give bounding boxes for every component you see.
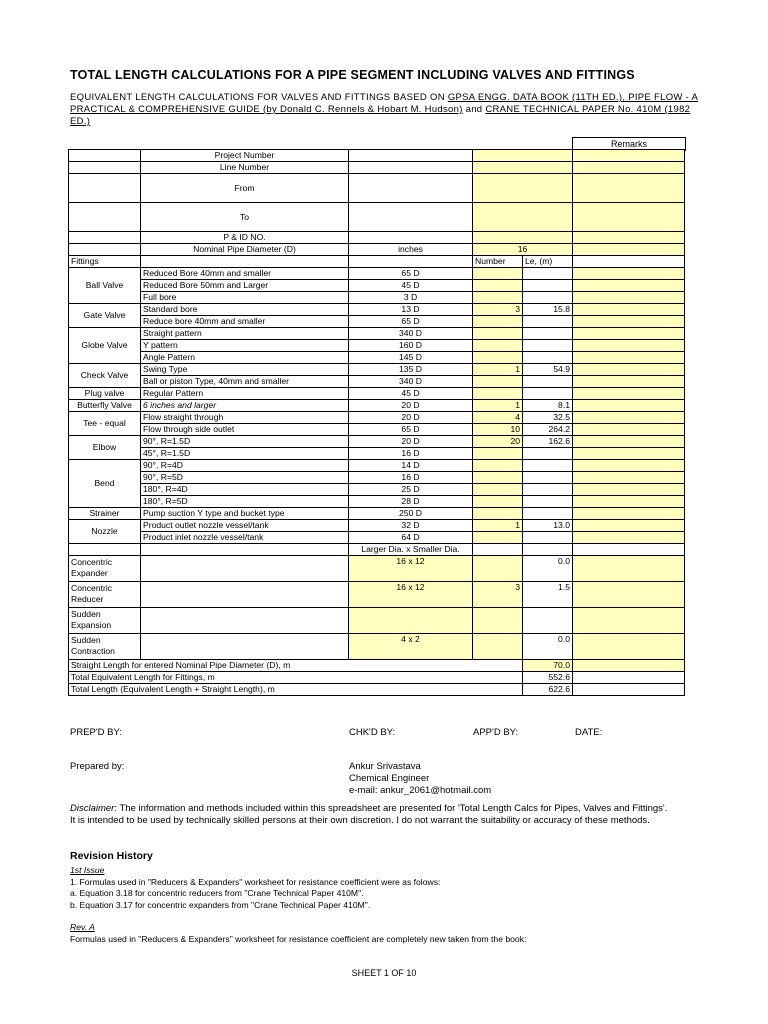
revision-history-title: Revision History: [70, 850, 153, 862]
project-number-label: Project Number: [141, 150, 349, 162]
remarks-cell[interactable]: [573, 520, 685, 532]
fitting-row: [69, 460, 685, 472]
remarks-cell[interactable]: [573, 634, 685, 660]
ld-ratio: 160 D: [349, 340, 473, 352]
remarks-cell[interactable]: [573, 304, 685, 316]
prepd-by-label: PREP'D BY:: [70, 727, 122, 738]
ld-ratio: 25 D: [349, 484, 473, 496]
pid-input[interactable]: [473, 232, 573, 244]
cell: [349, 150, 473, 162]
ld-ratio: 64 D: [349, 532, 473, 544]
reducer-type: [69, 556, 141, 582]
cell: [349, 203, 473, 232]
reducer-size-input[interactable]: 16 x 12: [349, 556, 473, 582]
remarks-cell[interactable]: [573, 280, 685, 292]
fitting-number-input[interactable]: [473, 484, 523, 496]
reducer-size-input[interactable]: [349, 608, 473, 634]
le-header: Le, (m): [523, 256, 573, 268]
ld-ratio: 250 D: [349, 508, 473, 520]
fitting-description: Standard bore: [141, 304, 349, 316]
remarks-cell[interactable]: [573, 424, 685, 436]
fitting-row: [69, 472, 685, 484]
revision-history: [70, 865, 690, 945]
total-value[interactable]: 70.0: [523, 660, 573, 672]
fitting-row: [69, 436, 685, 448]
remarks-cell[interactable]: [573, 352, 685, 364]
reducer-row: [69, 608, 685, 634]
fitting-number-input[interactable]: 1: [473, 400, 523, 412]
fitting-description: Straight pattern: [141, 328, 349, 340]
fitting-row: [69, 448, 685, 460]
equivalent-length: [523, 340, 573, 352]
fitting-number-input[interactable]: [473, 388, 523, 400]
ld-ratio: 65 D: [349, 424, 473, 436]
fitting-number-input[interactable]: 1: [473, 364, 523, 376]
remarks-cell[interactable]: [573, 376, 685, 388]
fitting-description: Swing Type: [141, 364, 349, 376]
to-label: To: [141, 203, 349, 232]
disclaimer-text: : The information and methods included within this spreadsheet are presented for 'Total Length Calcs for Pipes, Valves and Fittings'. It is intended to be used by technically skilled persons at their own discretion. I do not warrant the suitability or accuracy of these methods.: [70, 803, 668, 826]
fitting-row: [69, 496, 685, 508]
reference-gpsa: GPSA ENGG. DATA BOOK (11TH ED.), PIPE FLOW - A PRACTICAL & COMPREHENSIVE GUIDE (by Donald C. Rennels & Hobart M. Hudson): [70, 92, 699, 115]
fitting-description: Product inlet nozzle vessel/tank: [141, 532, 349, 544]
fitting-number-input[interactable]: [473, 508, 523, 520]
diameter-input[interactable]: 16: [473, 244, 573, 256]
equivalent-length: [523, 280, 573, 292]
remarks-cell[interactable]: [573, 203, 685, 232]
project-row: [69, 150, 685, 162]
cell: [141, 582, 349, 608]
group-gate-valve: Gate Valve: [69, 304, 141, 328]
remarks-cell[interactable]: [573, 340, 685, 352]
cell: [141, 556, 349, 582]
remarks-cell[interactable]: [573, 436, 685, 448]
fitting-row: [69, 340, 685, 352]
fitting-row: [69, 280, 685, 292]
fitting-number-input[interactable]: [473, 340, 523, 352]
project-number-input[interactable]: [473, 150, 573, 162]
reducer-number-input[interactable]: [473, 634, 523, 660]
fitting-row: [69, 364, 685, 376]
remarks-cell[interactable]: [573, 232, 685, 244]
total-value: 622.6: [523, 684, 573, 696]
fitting-row: [69, 292, 685, 304]
total-row: [69, 684, 685, 696]
fitting-row: [69, 532, 685, 544]
remarks-cell[interactable]: [573, 292, 685, 304]
cell: [69, 162, 141, 174]
remarks-cell[interactable]: [573, 328, 685, 340]
reducer-row: [69, 582, 685, 608]
reducer-type-line2: Expansion: [71, 620, 112, 630]
fitting-description: Ball or piston Type, 40mm and smaller: [141, 376, 349, 388]
fitting-number-input[interactable]: 3: [473, 304, 523, 316]
cell: [141, 608, 349, 634]
cell: [523, 544, 573, 556]
remarks-cell[interactable]: [573, 532, 685, 544]
disclaimer: [70, 803, 670, 827]
ld-ratio: 135 D: [349, 364, 473, 376]
reducer-type: [69, 634, 141, 660]
remarks-cell[interactable]: [573, 460, 685, 472]
fitting-number-input[interactable]: [473, 472, 523, 484]
group-strainer: Strainer: [69, 508, 141, 520]
group-butterfly-valve: Butterfly Valve: [69, 400, 141, 412]
fitting-description: Pump suction Y type and bucket type: [141, 508, 349, 520]
remarks-cell[interactable]: [573, 174, 685, 203]
remarks-cell[interactable]: [573, 484, 685, 496]
equivalent-length: 54.9: [523, 364, 573, 376]
fitting-number-input[interactable]: [473, 460, 523, 472]
sheet-footer: SHEET 1 OF 10: [351, 968, 417, 978]
ld-ratio: 145 D: [349, 352, 473, 364]
issue1-line: 1. Formulas used in "Reducers & Expanders" worksheet for resistance coefficient were as folows:: [70, 876, 441, 887]
to-row: [69, 203, 685, 232]
fitting-description: 90°, R=4D: [141, 460, 349, 472]
diameter-row: [69, 244, 685, 256]
reducer-type-line1: Concentric: [71, 557, 113, 567]
to-input[interactable]: [473, 203, 573, 232]
fitting-description: 90°, R=5D: [141, 472, 349, 484]
ld-ratio: 3 D: [349, 292, 473, 304]
fitting-row: [69, 484, 685, 496]
remarks-cell[interactable]: [573, 412, 685, 424]
equivalent-length: [523, 460, 573, 472]
equivalent-length: 264.2: [523, 424, 573, 436]
fitting-number-input[interactable]: [473, 448, 523, 460]
equivalent-length: [523, 508, 573, 520]
equivalent-length: 8.1: [523, 400, 573, 412]
fitting-number-input[interactable]: [473, 352, 523, 364]
pid-row: [69, 232, 685, 244]
fitting-description: 180°, R=4D: [141, 484, 349, 496]
remarks-header: Remarks: [572, 137, 686, 151]
cell: [349, 232, 473, 244]
ld-ratio: 20 D: [349, 412, 473, 424]
cell: [349, 256, 473, 268]
remarks-cell[interactable]: [573, 244, 685, 256]
line-number-label: Line Number: [141, 162, 349, 174]
fitting-number-input[interactable]: 10: [473, 424, 523, 436]
fitting-row: [69, 316, 685, 328]
total-value: 552.6: [523, 672, 573, 684]
cell: [349, 162, 473, 174]
fitting-description: Y pattern: [141, 340, 349, 352]
fitting-number-input[interactable]: [473, 316, 523, 328]
cell: [69, 544, 141, 556]
equivalent-length: [523, 376, 573, 388]
group-globe-valve: Globe Valve: [69, 328, 141, 364]
remarks-cell[interactable]: [573, 448, 685, 460]
equivalent-length: 13.0: [523, 520, 573, 532]
page-title: TOTAL LENGTH CALCULATIONS FOR A PIPE SEGMENT INCLUDING VALVES AND FITTINGS: [70, 68, 635, 82]
reva-label: Rev. A: [70, 922, 95, 932]
fitting-number-input[interactable]: [473, 292, 523, 304]
equivalent-length: [523, 388, 573, 400]
fitting-row: [69, 388, 685, 400]
fitting-description: Angle Pattern: [141, 352, 349, 364]
group-bend: Bend: [69, 460, 141, 508]
issue1-line: b. Equation 3.17 for concentric expanders from "Crane Technical Paper 410M".: [70, 899, 371, 910]
reducer-number-input[interactable]: [473, 556, 523, 582]
cell: [69, 150, 141, 162]
equivalent-length: [523, 328, 573, 340]
subtitle: [70, 92, 710, 128]
reducer-type: [69, 582, 141, 608]
fitting-number-input[interactable]: [473, 376, 523, 388]
equivalent-length: [523, 268, 573, 280]
total-label: Total Equivalent Length for Fittings, m: [69, 672, 523, 684]
fitting-description: Reduce bore 40mm and smaller: [141, 316, 349, 328]
equivalent-length: [523, 496, 573, 508]
reducer-equivalent-length: [523, 608, 573, 634]
cell: [349, 174, 473, 203]
fittings-header: Fittings: [69, 256, 141, 268]
fitting-row: [69, 352, 685, 364]
group-tee-equal: Tee - equal: [69, 412, 141, 436]
fitting-description: Regular Pattern: [141, 388, 349, 400]
fitting-description: Reduced Bore 50mm and Larger: [141, 280, 349, 292]
remarks-cell[interactable]: [573, 556, 685, 582]
ld-ratio: 65 D: [349, 268, 473, 280]
reducer-type-line1: Sudden: [71, 635, 101, 645]
equivalent-length: 15.8: [523, 304, 573, 316]
disclaimer-label: Disclaimer: [70, 803, 115, 814]
ld-ratio: 20 D: [349, 436, 473, 448]
ld-ratio: 32 D: [349, 520, 473, 532]
reducer-equivalent-length: 0.0: [523, 634, 573, 660]
cell: [573, 256, 685, 268]
ld-ratio: 28 D: [349, 496, 473, 508]
cell: [69, 244, 141, 256]
prepared-by-label: Prepared by:: [70, 761, 125, 772]
author-email[interactable]: e-mail: ankur_2061@hotmail.com: [349, 785, 492, 796]
fitting-number-input[interactable]: [473, 496, 523, 508]
diameter-label: Nominal Pipe Diameter (D): [141, 244, 349, 256]
remarks-cell[interactable]: [573, 400, 685, 412]
reducer-header-row: [69, 544, 685, 556]
reducer-type-line2: Expander: [71, 568, 108, 578]
equivalent-length: 32.5: [523, 412, 573, 424]
reducer-type: [69, 608, 141, 634]
cell: [69, 174, 141, 203]
reducer-number-input[interactable]: [473, 608, 523, 634]
fitting-row: [69, 424, 685, 436]
fitting-number-input[interactable]: 4: [473, 412, 523, 424]
equivalent-length: [523, 484, 573, 496]
equivalent-length: [523, 316, 573, 328]
fitting-number-input[interactable]: [473, 328, 523, 340]
fitting-description: 45°, R=1.5D: [141, 448, 349, 460]
remarks-cell: [573, 672, 685, 684]
fitting-description: Product outlet nozzle vessel/tank: [141, 520, 349, 532]
line-row: [69, 162, 685, 174]
remarks-cell[interactable]: [573, 608, 685, 634]
remarks-cell[interactable]: [573, 508, 685, 520]
ld-ratio: 340 D: [349, 376, 473, 388]
fitting-description: 6 inches and larger: [141, 400, 349, 412]
fitting-number-input[interactable]: [473, 280, 523, 292]
remarks-cell[interactable]: [573, 582, 685, 608]
ld-ratio: 16 D: [349, 472, 473, 484]
reducer-equivalent-length: 0.0: [523, 556, 573, 582]
chkd-by-label: CHK'D BY:: [349, 727, 396, 738]
total-label: Straight Length for entered Nominal Pipe Diameter (D), m: [69, 660, 523, 672]
equivalent-length: [523, 448, 573, 460]
fitting-row: [69, 508, 685, 520]
reference-crane: CRANE TECHNICAL PAPER No. 410M (1982 ED.): [70, 104, 691, 127]
author-name: Ankur Srivastava: [349, 761, 421, 772]
total-row: [69, 660, 685, 672]
ld-ratio: 340 D: [349, 328, 473, 340]
group-elbow: Elbow: [69, 436, 141, 460]
calculation-table: [68, 149, 685, 696]
equivalent-length: [523, 352, 573, 364]
cell: [141, 634, 349, 660]
diameter-unit: inches: [349, 244, 473, 256]
reducer-size-header: Larger Dia. x Smaller Dia.: [349, 544, 473, 556]
group-nozzle: Nozzle: [69, 520, 141, 544]
ld-ratio: 14 D: [349, 460, 473, 472]
fitting-number-input[interactable]: 1: [473, 520, 523, 532]
fitting-description: Full bore: [141, 292, 349, 304]
group-ball-valve: Ball Valve: [69, 268, 141, 304]
from-row: [69, 174, 685, 203]
reducer-size-input[interactable]: 16 x 12: [349, 582, 473, 608]
fitting-description: Reduced Bore 40mm and smaller: [141, 268, 349, 280]
total-row: [69, 672, 685, 684]
equivalent-length: [523, 292, 573, 304]
ld-ratio: 13 D: [349, 304, 473, 316]
fitting-number-input[interactable]: 20: [473, 436, 523, 448]
reva-line: Formulas used in "Reducers & Expanders" worksheet for resistance coefficient are completely new taken from the book:: [70, 933, 527, 944]
ld-ratio: 45 D: [349, 280, 473, 292]
fitting-row: [69, 400, 685, 412]
fitting-number-input[interactable]: [473, 268, 523, 280]
subtitle-mid: and: [462, 104, 486, 115]
fitting-row: [69, 268, 685, 280]
remarks-cell[interactable]: [573, 660, 685, 672]
subtitle-pre: EQUIVALENT LENGTH CALCULATIONS FOR VALVES AND FITTINGS BASED ON: [70, 92, 448, 103]
reducer-size-input[interactable]: 4 x 2: [349, 634, 473, 660]
cell: [69, 203, 141, 232]
remarks-cell[interactable]: [573, 162, 685, 174]
fitting-description: Flow through side outlet: [141, 424, 349, 436]
total-label: Total Length (Equivalent Length + Straight Length), m: [69, 684, 523, 696]
from-input[interactable]: [473, 174, 573, 203]
group-plug-valve: Plug valve: [69, 388, 141, 400]
reducer-type-line2: Reducer: [71, 594, 104, 604]
from-label: From: [141, 174, 349, 203]
cell: [473, 544, 523, 556]
cell: [573, 544, 685, 556]
fitting-description: 180°, R=5D: [141, 496, 349, 508]
fitting-row: [69, 304, 685, 316]
equivalent-length: 162.6: [523, 436, 573, 448]
appd-by-label: APP'D BY:: [473, 727, 519, 738]
ld-ratio: 20 D: [349, 400, 473, 412]
fitting-row: [69, 376, 685, 388]
reducer-type-line2: Contraction: [71, 646, 115, 656]
reducer-type-line1: Concentric: [71, 583, 113, 593]
reducer-row: [69, 634, 685, 660]
fitting-row: [69, 412, 685, 424]
remarks-cell: [573, 684, 685, 696]
ld-ratio: 65 D: [349, 316, 473, 328]
number-header: Number: [473, 256, 523, 268]
pid-label: P & ID NO.: [141, 232, 349, 244]
equivalent-length: [523, 472, 573, 484]
author-role: Chemical Engineer: [349, 773, 430, 784]
cell: [141, 256, 349, 268]
line-number-input[interactable]: [473, 162, 573, 174]
cell: [141, 544, 349, 556]
ld-ratio: 45 D: [349, 388, 473, 400]
cell: [69, 232, 141, 244]
reducer-number-input[interactable]: 3: [473, 582, 523, 608]
remarks-cell[interactable]: [573, 388, 685, 400]
remarks-cell[interactable]: [573, 268, 685, 280]
fittings-header-row: [69, 256, 685, 268]
fitting-description: 90°, R=1.5D: [141, 436, 349, 448]
reducer-row: [69, 556, 685, 582]
author-block: [349, 761, 491, 797]
remarks-cell[interactable]: [573, 316, 685, 328]
reducer-equivalent-length: 1.5: [523, 582, 573, 608]
issue1-label: 1st Issue: [70, 865, 105, 875]
group-check-valve: Check Valve: [69, 364, 141, 388]
remarks-cell[interactable]: [573, 472, 685, 484]
reducer-type-line1: Sudden: [71, 609, 101, 619]
issue1-line: a. Equation 3.18 for concentric reducers from "Crane Technical Paper 410M".: [70, 888, 364, 898]
ld-ratio: 16 D: [349, 448, 473, 460]
equivalent-length: [523, 532, 573, 544]
remarks-cell[interactable]: [573, 150, 685, 162]
remarks-cell[interactable]: [573, 364, 685, 376]
fitting-description: Flow straight through: [141, 412, 349, 424]
remarks-cell[interactable]: [573, 496, 685, 508]
date-label: DATE:: [575, 727, 603, 738]
fitting-number-input[interactable]: [473, 532, 523, 544]
fitting-row: [69, 520, 685, 532]
fitting-row: [69, 328, 685, 340]
